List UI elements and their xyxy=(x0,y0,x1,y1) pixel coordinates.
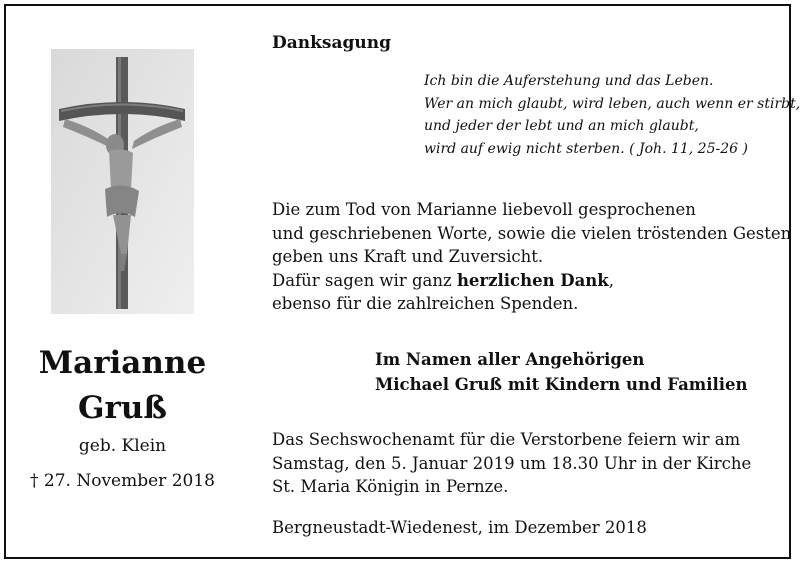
family-signature xyxy=(375,348,748,397)
place-and-date: Bergneustadt-Wiedenest, im Dezember 2018 xyxy=(272,518,647,537)
deceased-maiden-name: geb. Klein xyxy=(78,436,167,456)
thanks-line xyxy=(272,269,791,293)
verse-line: wird auf ewig nicht sterben. ( Joh. 11, 25-26 ) xyxy=(424,140,748,157)
signature-line: Michael Gruß mit Kindern und Familien xyxy=(375,374,748,394)
signature-line: Im Namen aller Angehörigen xyxy=(375,350,645,369)
deceased-death-date: † 27. November 2018 xyxy=(30,471,215,491)
thanks-line: und geschriebenen Worte, sowie die vielen tröstenden Gesten xyxy=(272,223,792,243)
thanks-emphasis: herzlichen Dank xyxy=(456,270,609,290)
crucifix-photo xyxy=(51,49,194,314)
deceased-first-name: Marianne xyxy=(38,345,207,381)
thanks-line-prefix: Dafür sagen wir ganz xyxy=(272,270,457,290)
thanks-line: geben uns Kraft und Zuversicht. xyxy=(272,247,544,266)
notice-heading: Danksagung xyxy=(272,33,391,53)
thanks-line-suffix: , xyxy=(608,270,614,290)
mass-line: St. Maria Königin in Pernze. xyxy=(272,477,509,496)
verse-line: Wer an mich glaubt, wird leben, auch wenn er stirbt, xyxy=(424,95,800,112)
mass-line: Samstag, den 5. Januar 2019 um 18.30 Uhr in der Kirche xyxy=(272,453,752,473)
memorial-mass-info xyxy=(272,428,751,499)
verse-line: und jeder der lebt und an mich glaubt, xyxy=(424,118,699,134)
thanks-paragraph xyxy=(272,198,791,316)
mass-line: Das Sechswochenamt für die Verstorbene feiern wir am xyxy=(272,430,741,449)
thanks-line: Die zum Tod von Marianne liebevoll gesprochenen xyxy=(272,200,696,219)
thanks-line: ebenso für die zahlreichen Spenden. xyxy=(272,294,579,313)
deceased-last-name: Gruß xyxy=(78,390,167,426)
verse-line: Ich bin die Auferstehung und das Leben. xyxy=(424,73,714,89)
crucifix-icon xyxy=(51,49,194,314)
bible-verse xyxy=(424,70,800,160)
